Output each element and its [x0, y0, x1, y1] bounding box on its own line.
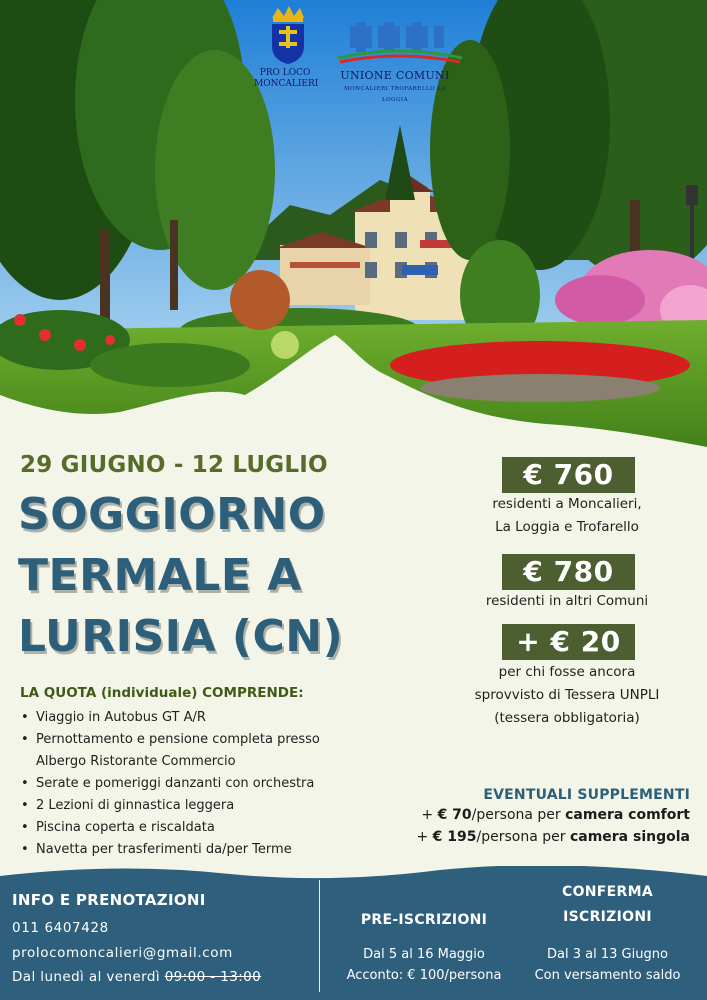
pre-registration-dates: Dal 5 al 16 Maggio	[363, 947, 485, 962]
hours-time: 09:00 - 13:00	[164, 969, 262, 985]
email-address[interactable]: prolocomoncalieri@gmail.com	[12, 945, 233, 961]
confirmation-balance: Con versamento saldo	[534, 968, 681, 983]
supplement-prefix: +	[421, 807, 438, 823]
supplement-single	[360, 829, 690, 845]
price-unpli-card-note	[453, 661, 681, 730]
supplement-prefix: +	[416, 829, 433, 845]
supplement-amount: € 70	[437, 807, 472, 823]
price-other-towns-note	[453, 590, 681, 613]
supplement-amount: € 195	[432, 829, 477, 845]
price-unpli-card: + € 20	[502, 624, 635, 660]
list-item: • Serate e pomeriggi danzanti con orchestra	[20, 773, 320, 795]
includes-list	[20, 707, 320, 861]
includes-heading: LA QUOTA (individuale) COMPRENDE:	[20, 685, 304, 701]
title-line: SOGGIORNO	[18, 489, 326, 540]
note-line: residenti in altri Comuni	[485, 593, 649, 609]
supplement-text: /persona per	[471, 807, 566, 823]
price-other-towns: € 780	[502, 554, 635, 590]
supplement-comfort	[360, 807, 690, 823]
title-line: LURISIA (CN)	[18, 611, 344, 662]
hours-prefix: Dal lunedì al venerdì	[12, 969, 165, 985]
list-item: • 2 Lezioni di ginnastica leggera	[20, 795, 320, 817]
supplement-text: /persona per	[476, 829, 570, 845]
unione-comuni-label: UNIONE COMUNI	[340, 69, 450, 82]
office-hours	[12, 969, 261, 985]
list-item: • Piscina coperta e riscaldata	[20, 817, 320, 839]
confirmation-heading: CONFERMA	[562, 884, 653, 900]
pre-registration-deposit: Acconto: € 100/persona	[346, 968, 502, 983]
pro-loco-crest-logo	[272, 6, 304, 64]
note-line: residenti a Moncalieri,	[492, 496, 642, 512]
unione-comuni-municipalities: MONCALIERI TROFARELLO LA LOGGIA	[343, 86, 446, 103]
confirmation-dates: Dal 3 al 13 Giugno	[547, 947, 668, 962]
phone-number[interactable]: 011 6407428	[12, 920, 109, 936]
price-residents: € 760	[502, 457, 635, 493]
list-item: • Viaggio in Autobus GT A/R	[20, 707, 320, 729]
supplements-heading: EVENTUALI SUPPLEMENTI	[483, 787, 690, 803]
note-line: per chi fosse ancora	[498, 664, 636, 680]
supplement-room: camera comfort	[565, 807, 690, 823]
pro-loco-label: PRO LOCO MONCALIERI	[254, 68, 319, 89]
note-line: (tessera obbligatoria)	[494, 710, 640, 726]
title-line: TERMALE A	[18, 550, 302, 601]
info-heading: INFO E PRENOTAZIONI	[12, 891, 206, 909]
event-dates: 29 GIUGNO - 12 LUGLIO	[20, 452, 328, 478]
footer-divider	[319, 880, 320, 992]
price-residents-note	[453, 493, 681, 539]
list-item: • Navetta per trasferimenti da/per Terme	[20, 839, 320, 861]
list-item-continuation: Albergo Ristorante Commercio	[36, 754, 236, 769]
event-title	[18, 484, 398, 667]
list-item: • Pernottamento e pensione completa presso	[20, 729, 320, 751]
supplement-room: camera singola	[569, 829, 690, 845]
note-line: La Loggia e Trofarello	[495, 519, 639, 535]
note-line: sprovvisto di Tessera UNPLI	[474, 687, 660, 703]
pre-registration-heading: PRE-ISCRIZIONI	[360, 912, 488, 928]
confirmation-heading: ISCRIZIONI	[563, 909, 652, 925]
